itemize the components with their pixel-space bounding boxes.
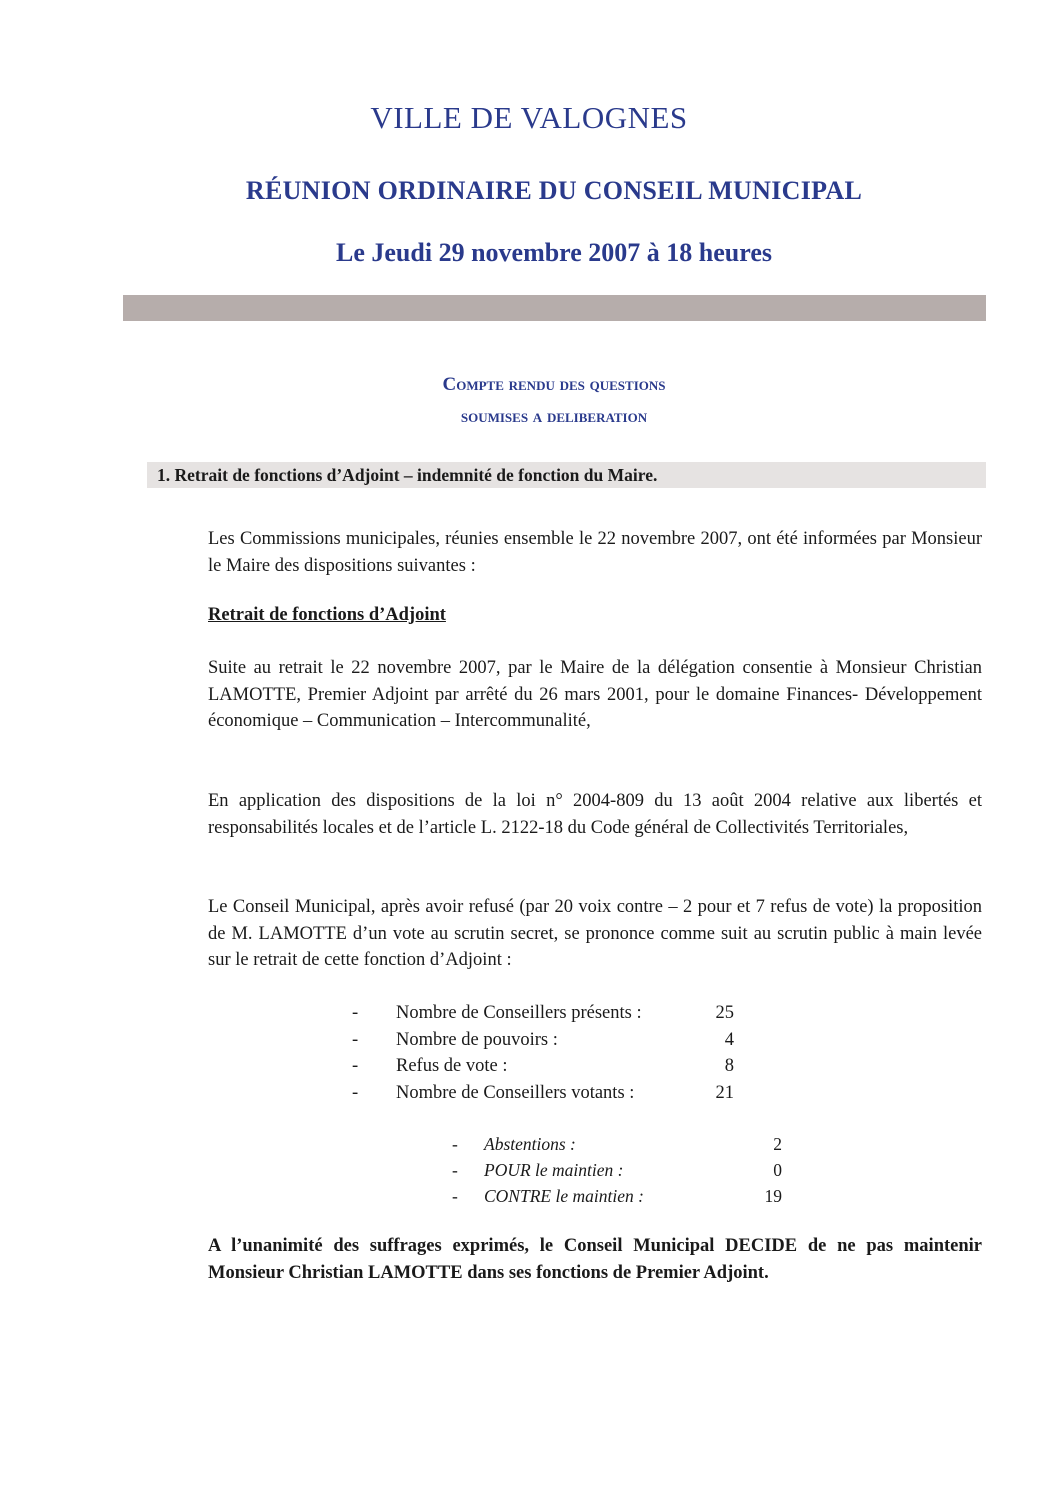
vote-label: CONTRE le maintien : (484, 1186, 644, 1206)
meeting-title: RÉUNION ORDINAIRE DU CONSEIL MUNICIPAL (245, 176, 863, 205)
vote-row (452, 1183, 782, 1209)
count-value: 25 (715, 1003, 734, 1023)
vote-label: POUR le maintien : (484, 1160, 624, 1180)
header-divider-bar (123, 295, 986, 321)
paragraph-conseil: Le Conseil Municipal, après avoir refusé (par 20 voix contre – 2 pour et 7 refus de vote) la proposition de M. LAMOTTE d’un vote au scrutin secret, se prononce comme suit au scrutin public à main levée sur le retrait de cette fonction d’Adjoint : (208, 897, 982, 970)
section-heading: 1. Retrait de fonctions d’Adjoint – indemnité de fonction du Maire. (147, 462, 986, 488)
count-row (352, 1080, 734, 1107)
count-row (352, 1000, 734, 1027)
city-title: VILLE DE VALOGNES (370, 100, 688, 135)
paragraph-retrait: Suite au retrait le 22 novembre 2007, par le Maire de la délégation consentie à Monsieur Christian LAMOTTE, Premier Adjoint par arrêté du 26 mars 2001, pour le domaine Finances- Développement économique – Communication – Intercommunalité, (208, 658, 982, 731)
paragraph-commissions: Les Commissions municipales, réunies ensemble le 22 novembre 2007, ont été informées par Monsieur le Maire des dispositions suivantes : (208, 529, 982, 576)
count-list (352, 1000, 734, 1106)
list-dash: - (452, 1186, 458, 1206)
list-dash: - (352, 1082, 359, 1103)
list-dash: - (352, 1003, 359, 1023)
count-label: Refus de vote : (396, 1056, 508, 1076)
vote-value: 19 (764, 1186, 782, 1206)
count-value: 8 (724, 1056, 734, 1076)
paragraph-application: En application des dispositions de la loi n° 2004-809 du 13 août 2004 relative aux libertés et responsabilités locales et de l’article L. 2122-18 du Code général de Collectivités Territoriales, (208, 791, 982, 838)
count-label: Nombre de Conseillers présents : (396, 1003, 642, 1023)
subheading-retrait: Retrait de fonctions d’Adjoint (208, 605, 446, 625)
count-row (352, 1053, 734, 1080)
report-title-line1: Compte rendu des questions (442, 374, 666, 395)
count-row (352, 1027, 734, 1054)
list-dash: - (352, 1029, 359, 1050)
count-value: 21 (715, 1082, 734, 1103)
vote-label: Abstentions : (484, 1134, 576, 1154)
vote-value: 0 (773, 1160, 782, 1180)
report-title-line2: soumises a deliberation (460, 406, 648, 427)
list-dash: - (452, 1160, 458, 1180)
count-label: Nombre de Conseillers votants : (396, 1082, 635, 1103)
vote-value: 2 (773, 1134, 782, 1154)
list-dash: - (452, 1134, 458, 1154)
list-dash: - (352, 1056, 359, 1076)
decision-paragraph: A l’unanimité des suffrages exprimés, le Conseil Municipal DECIDE de ne pas maintenir Monsieur Christian LAMOTTE dans ses fonctions de Premier Adjoint. (208, 1236, 982, 1283)
vote-row (452, 1157, 782, 1183)
vote-row (452, 1131, 782, 1157)
vote-list (452, 1131, 782, 1209)
meeting-date: Le Jeudi 29 novembre 2007 à 18 heures (336, 238, 772, 267)
count-label: Nombre de pouvoirs : (396, 1029, 558, 1050)
count-value: 4 (724, 1029, 734, 1050)
